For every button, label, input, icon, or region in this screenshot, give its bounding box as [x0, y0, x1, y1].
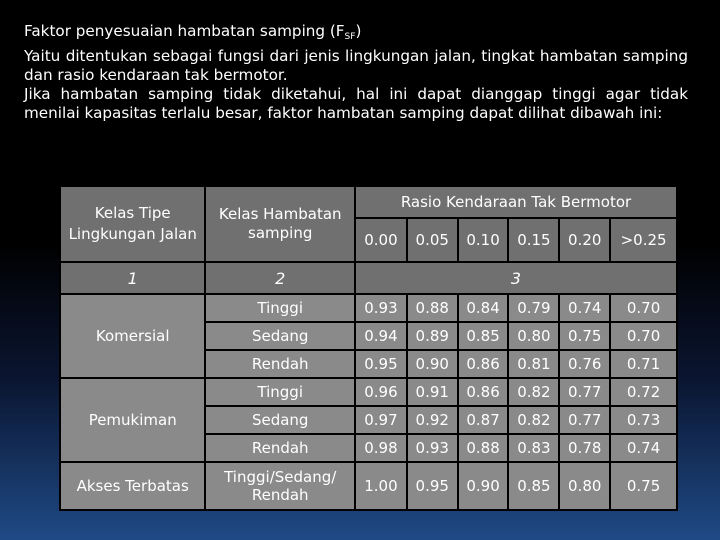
value-cell: 0.71	[610, 350, 677, 378]
value-cell: 0.73	[610, 406, 677, 434]
value-cell: 0.85	[508, 462, 559, 510]
value-cell: 0.85	[458, 322, 509, 350]
level-cell: Tinggi/Sedang/ Rendah	[205, 462, 355, 510]
value-cell: 0.84	[458, 294, 509, 322]
ratio-header-1: 0.05	[407, 218, 458, 262]
value-cell: 0.81	[508, 350, 559, 378]
level-cell: Sedang	[205, 406, 355, 434]
header-ratio: Rasio Kendaraan Tak Bermotor	[355, 186, 677, 218]
value-cell: 0.96	[355, 378, 407, 406]
intro-title: Faktor penyesuaian hambatan samping $(F_{SF})$	[24, 22, 362, 42]
value-cell: 0.95	[407, 462, 458, 510]
value-cell: 0.91	[407, 378, 458, 406]
value-cell: 0.82	[508, 378, 559, 406]
level-cell: Tinggi	[205, 378, 355, 406]
header-side-friction-class: Kelas Hambatan samping	[205, 186, 355, 262]
value-cell: 0.80	[508, 322, 559, 350]
value-cell: 0.92	[407, 406, 458, 434]
group-pemukiman: Pemukiman	[60, 378, 205, 462]
value-cell: 0.86	[458, 378, 509, 406]
value-cell: 0.80	[559, 462, 610, 510]
ratio-header-0: 0.00	[355, 218, 407, 262]
side-friction-factor-table	[59, 185, 678, 511]
value-cell: 0.89	[407, 322, 458, 350]
value-cell: 0.72	[610, 378, 677, 406]
value-cell: 0.77	[559, 406, 610, 434]
value-cell: 0.90	[458, 462, 509, 510]
value-cell: 0.88	[458, 434, 509, 462]
index-2: 2	[205, 262, 355, 294]
level-cell: Rendah	[205, 434, 355, 462]
value-cell: 0.77	[559, 378, 610, 406]
value-cell: 0.90	[407, 350, 458, 378]
group-komersial: Komersial	[60, 294, 205, 378]
intro-paragraph-1: Yaitu ditentukan sebagai fungsi dari jenis lingkungan jalan, tingkat hambatan samping dan rasio kendaraan tak bermotor.	[24, 47, 688, 84]
value-cell: 0.94	[355, 322, 407, 350]
value-cell: 0.88	[407, 294, 458, 322]
ratio-header-3: 0.15	[508, 218, 559, 262]
value-cell: 0.95	[355, 350, 407, 378]
intro-paragraph-2: Jika hambatan samping tidak diketahui, hal ini dapat dianggap tinggi agar tidak menilai kapasitas terlalu besar, faktor hambatan samping dapat dilihat dibawah ini:	[24, 85, 688, 122]
value-cell: 0.74	[610, 434, 677, 462]
index-1: 1	[60, 262, 205, 294]
value-cell: 0.79	[508, 294, 559, 322]
value-cell: 0.93	[407, 434, 458, 462]
index-3: 3	[355, 262, 677, 294]
value-cell: 0.70	[610, 294, 677, 322]
value-cell: 0.97	[355, 406, 407, 434]
intro-text	[24, 22, 688, 123]
value-cell: 0.75	[559, 322, 610, 350]
value-cell: 0.75	[610, 462, 677, 510]
title-subscript: SF	[344, 32, 356, 42]
ratio-header-2: 0.10	[458, 218, 509, 262]
value-cell: 0.98	[355, 434, 407, 462]
level-cell: Sedang	[205, 322, 355, 350]
value-cell: 0.82	[508, 406, 559, 434]
group-akses-terbatas: Akses Terbatas	[60, 462, 205, 510]
value-cell: 0.86	[458, 350, 509, 378]
value-cell: 0.74	[559, 294, 610, 322]
value-cell: 0.78	[559, 434, 610, 462]
value-cell: 0.70	[610, 322, 677, 350]
value-cell: 0.93	[355, 294, 407, 322]
value-cell: 1.00	[355, 462, 407, 510]
level-cell: Rendah	[205, 350, 355, 378]
level-cell: Tinggi	[205, 294, 355, 322]
ratio-header-5: >0.25	[610, 218, 677, 262]
value-cell: 0.87	[458, 406, 509, 434]
value-cell: 0.76	[559, 350, 610, 378]
value-cell: 0.83	[508, 434, 559, 462]
header-environment-class: Kelas Tipe Lingkungan Jalan	[60, 186, 205, 262]
ratio-header-4: 0.20	[559, 218, 610, 262]
